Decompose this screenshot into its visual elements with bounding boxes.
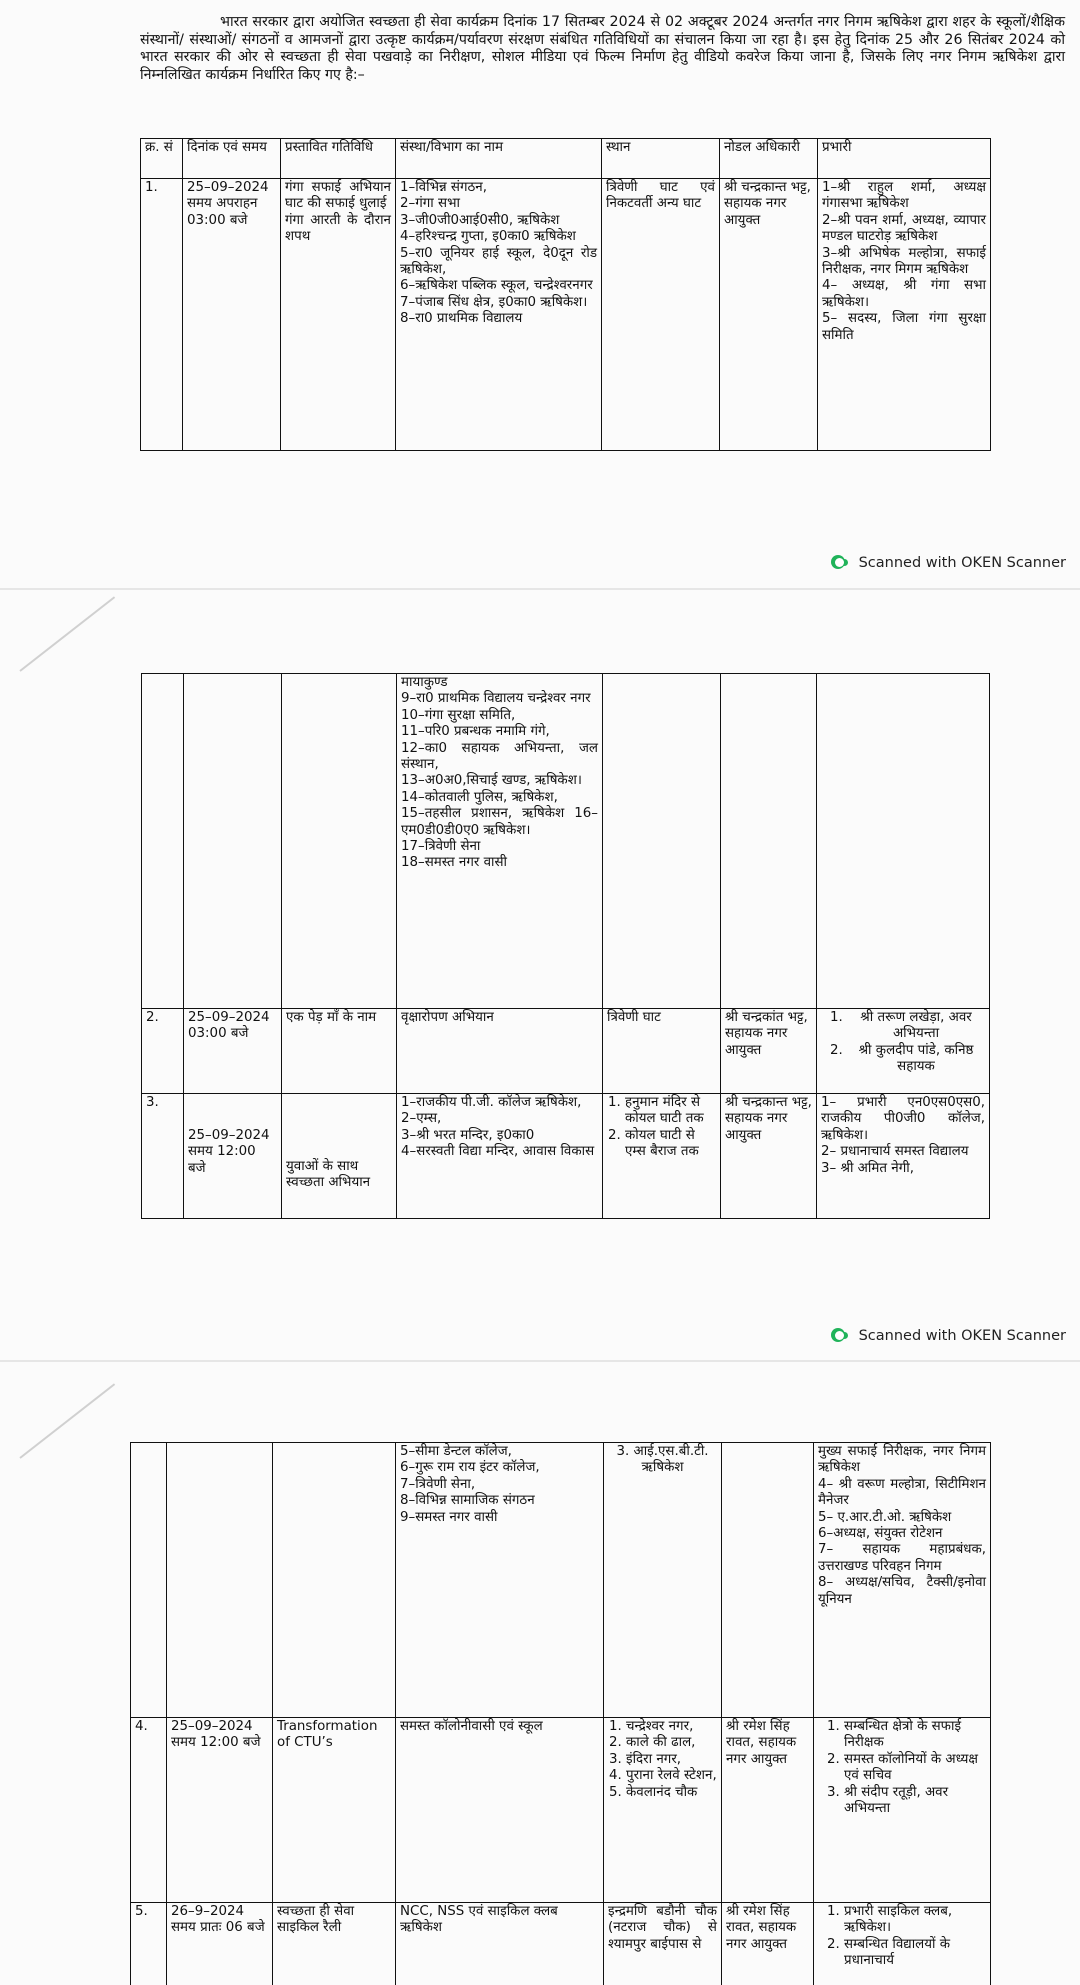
- list-item: 1. सम्बन्धित क्षेत्रो के सफाई निरीक्षक: [844, 1719, 986, 1752]
- row2-activity: एक पेड़ माँ के नाम: [282, 1009, 397, 1094]
- header-date: दिनांक एवं समय: [183, 139, 281, 179]
- row1-nodal-cont: [721, 674, 817, 1009]
- header-org: संस्था/विभाग का नाम: [396, 139, 602, 179]
- row2-nodal: श्री चन्द्रकांत भट्ट, सहायक नगर आयुक्त: [721, 1009, 817, 1094]
- list-item: 1. प्रभारी साइकिल क्लब, ऋषिकेश।: [844, 1904, 986, 1937]
- row1-activity: गंगा सफाई अभियान घाट की सफाई धुलाई गंगा आरती के दौरान शपथ: [281, 179, 396, 451]
- list-item: 1. चन्द्रेश्वर नगर,: [626, 1719, 717, 1735]
- row4-date: 25–09–2024 समय 12:00 बजे: [167, 1718, 273, 1903]
- table-row: [131, 1903, 991, 1985]
- scanner-logo-icon: [831, 1328, 853, 1344]
- list-item: 5. केवलानंद चौक: [626, 1785, 717, 1801]
- row3-date: 25–09–2024 समय 12:00 बजे: [184, 1094, 282, 1219]
- table-header-row: [141, 139, 991, 179]
- row3-nodal-cont: [722, 1443, 814, 1718]
- row1-incharge: 1–श्री राहुल शर्मा, अध्यक्ष गंगासभा ऋषिकेश 2–श्री पवन शर्मा, अध्यक्ष, व्यापार मण्डल घाटरोड़ ऋषिकेश 3–श्री अभिषेक मल्होत्रा, सफाई निरीक्षक, नगर मिगम ऋषिकेश 4– अध्यक्ष, श्री गंगा सभा ऋषिकेश। 5– सदस्य, जिला गंगा सुरक्षा समिति: [818, 179, 991, 451]
- list-item: 4. पुराना रेलवे स्टेशन,: [626, 1768, 717, 1784]
- row3-incharge-cont: मुख्य सफाई निरीक्षक, नगर निगम ऋषिकेश 4– श्री वरूण मल्होत्रा, सिटीमिशन मैनेजर 5– ए.आर.टी.ओ. ऋषिकेश 6–अध्यक्ष, संयुक्त रोटेशन 7– सहायक महाप्रबंधक, उत्तराखण्ड परिवहन निगम 8– अध्यक्ष/सचिव, टैक्सी/इनोवा यूनियन: [814, 1443, 991, 1718]
- header-nodal: नोडल अधिकारी: [720, 139, 818, 179]
- scanner-text: Scanned with OKEN Scanner: [858, 1328, 1066, 1344]
- row1-org: 1–विभिन्न संगठन, 2–गंगा सभा 3–जी0जी0आई0सी0, ऋषिकेश 4–हरिश्चन्द्र गुप्ता, इ0का0 ऋषिकेश 5–रा0 जूनियर हाई स्कूल, दे0दून रोड ऋषिकेश, 6–ऋषिकेश पब्लिक स्कूल, चन्द्रेश्वरनगर 7–पंजाब सिंध क्षेत्र, इ0का0 ऋषिकेश। 8–रा0 प्राथमिक विद्यालय: [396, 179, 602, 451]
- scanner-text: Scanned with OKEN Scanner: [858, 555, 1066, 571]
- list-item: 2. श्री कुलदीप पांडे, कनिष्ठ सहायक: [847, 1043, 985, 1076]
- table-row: [131, 1718, 991, 1903]
- row3-place-cont: 3. आई.एस.बी.टी. ऋषिकेश: [604, 1443, 722, 1718]
- row2-sno: 2.: [142, 1009, 184, 1094]
- row5-sno: 5.: [131, 1903, 167, 1985]
- row2-place: त्रिवेणी घाट: [603, 1009, 721, 1094]
- row1-place: त्रिवेणी घाट एवं निकटवर्ती अन्य घाट: [602, 179, 720, 451]
- row1-incharge-cont: [817, 674, 990, 1009]
- row1-sno: 1.: [141, 179, 183, 451]
- list-item: 3. श्री संदीप रतूड़ी, अवर अभियन्ता: [844, 1785, 986, 1818]
- table-row: [142, 1094, 990, 1219]
- scanned-page-2: [0, 590, 1080, 1360]
- table-row: [141, 179, 991, 451]
- row5-incharge: [814, 1903, 991, 1985]
- header-sno: क्र. सं: [141, 139, 183, 179]
- row2-date: 25–09–2024 03:00 बजे: [184, 1009, 282, 1094]
- scanned-page-1: [0, 0, 1080, 588]
- list-item: 2. सम्बन्धित विद्यालयों के प्रधानाचार्य: [844, 1937, 986, 1970]
- paper-fold-mark: [19, 1383, 115, 1458]
- table-row: [142, 1009, 990, 1094]
- row1-date-cont: [184, 674, 282, 1009]
- list-item: 1. हनुमान मंदिर से कोयल घाटी तक: [625, 1095, 716, 1128]
- table-row: [142, 674, 990, 1009]
- header-activity: प्रस्तावित गतिविधि: [281, 139, 396, 179]
- row2-org: वृक्षारोपण अभियान: [397, 1009, 603, 1094]
- row3-activity-cont: [273, 1443, 396, 1718]
- row1-org-cont: मायाकुण्ड 9–रा0 प्राथमिक विद्यालय चन्द्रेश्वर नगर 10–गंगा सुरक्षा समिति, 11–परि0 प्रबन्धक नमामि गंगे, 12–का0 सहायक अभियन्ता, जल संस्थान, 13–अ0अ0,सिचाई खण्ड, ऋषिकेश। 14–कोतवाली पुलिस, ऋषिकेश, 15–तहसील प्रशासन, ऋषिकेश 16–एम0डी0डी0ए0 ऋषिकेश। 17–त्रिवेणी सेना 18–समस्त नगर वासी: [397, 674, 603, 1009]
- list-item: 3. इंदिरा नगर,: [626, 1752, 717, 1768]
- program-table-page-2: [141, 673, 990, 1219]
- scanned-page-3: [0, 1362, 1080, 1985]
- row5-org: NCC, NSS एवं साइकिल क्लब ऋषिकेश: [396, 1903, 604, 1985]
- row4-org: समस्त कॉलोनीवासी एवं स्कूल: [396, 1718, 604, 1903]
- list-item: 2. समस्त कॉलोनियों के अध्यक्ष एवं सचिव: [844, 1752, 986, 1785]
- intro-text: भारत सरकार द्वारा अयोजित स्वच्छता ही सेवा कार्यक्रम दिनांक 17 सितम्बर 2024 से 02 अक्टूबर 2024 अन्तर्गत नगर निगम ऋषिकेश द्वारा शहर के स्कूलों/शैक्षिक संस्थानों/ संस्थाओं/ संगठनों व आमजनों द्वारा उत्कृष्ट कार्यक्रम/पर्यावरण संरक्षण संबंधित गतिविधियों का संचालन किया जा रहा है। इस हेतु दिनांक 25 और 26 सितंबर 2024 को भारत सरकार की ओर से स्वच्छता ही सेवा पखवाड़े का निरीक्षण, सोशल मीडिया एवं फिल्म निर्माण हेतु वीडियो कवरेज किया जाना है, जिसके लिए नगर निगम ऋषिकेश द्वारा निम्नलिखित कार्यक्रम निर्धारित किए गए है:–: [140, 14, 1065, 83]
- row3-sno-cont: [131, 1443, 167, 1718]
- intro-paragraph: [140, 14, 1065, 84]
- row1-nodal: श्री चन्द्रकान्त भट्ट, सहायक नगर आयुक्त: [720, 179, 818, 451]
- header-place: स्थान: [602, 139, 720, 179]
- paper-fold-mark: [19, 596, 115, 671]
- row3-org: 1–राजकीय पी.जी. कॉलेज ऋषिकेश, 2–एम्स, 3–श्री भरत मन्दिर, इ0का0 4–सरस्वती विद्या मन्दिर, आवास विकास: [397, 1094, 603, 1219]
- scanner-logo-icon: [831, 555, 853, 571]
- row1-date: 25–09–2024 समय अपराहन 03:00 बजे: [183, 179, 281, 451]
- row5-date: 26–9–2024 समय प्रातः 06 बजे: [167, 1903, 273, 1985]
- header-incharge: प्रभारी: [818, 139, 991, 179]
- row5-place: इन्द्रमणि बडौनी चौक (नटराज चौक) से श्यामपुर बाईपास से: [604, 1903, 722, 1985]
- row3-incharge: 1– प्रभारी एन0एस0एस0, राजकीय पी0जी0 कॉलेज, ऋषिकेश। 2– प्रधानाचार्य समस्त विद्यालय 3– श्री अमित नेगी,: [817, 1094, 990, 1219]
- row5-activity: स्वच्छता ही सेवा साइकिल रैली: [273, 1903, 396, 1985]
- row3-date-cont: [167, 1443, 273, 1718]
- scanner-watermark: [831, 555, 1066, 571]
- row4-place: [604, 1718, 722, 1903]
- row1-place-cont: [603, 674, 721, 1009]
- row3-sno: 3.: [142, 1094, 184, 1219]
- row3-nodal: श्री चन्द्रकान्त भट्ट, सहायक नगर आयुक्त: [721, 1094, 817, 1219]
- row4-nodal: श्री रमेश सिंह रावत, सहायक नगर आयुक्त: [722, 1718, 814, 1903]
- row4-sno: 4.: [131, 1718, 167, 1903]
- program-table-page-1: [140, 138, 991, 451]
- row1-sno-cont: [142, 674, 184, 1009]
- row5-nodal: श्री रमेश सिंह रावत, सहायक नगर आयुक्त: [722, 1903, 814, 1985]
- row1-activity-cont: [282, 674, 397, 1009]
- row3-place: [603, 1094, 721, 1219]
- row4-activity: Transformation of CTU’s: [273, 1718, 396, 1903]
- table-row: [131, 1443, 991, 1718]
- row4-incharge: [814, 1718, 991, 1903]
- program-table-page-3: [130, 1442, 991, 1985]
- scanner-watermark: [831, 1328, 1066, 1344]
- row3-activity: युवाओं के साथ स्वच्छता अभियान: [282, 1094, 397, 1219]
- row2-incharge: [817, 1009, 990, 1094]
- list-item: 2. काले की ढाल,: [626, 1735, 717, 1751]
- list-item: 1. श्री तरूण लखेड़ा, अवर अभियन्ता: [847, 1010, 985, 1043]
- list-item: 2. कोयल घाटी से एम्स बैराज तक: [625, 1128, 716, 1161]
- row3-org-cont: 5–सीमा डेन्टल कॉलेज, 6–गुरू राम राय इंटर कॉलेज, 7–त्रिवेणी सेना, 8–विभिन्न सामाजिक संगठन 9–समस्त नगर वासी: [396, 1443, 604, 1718]
